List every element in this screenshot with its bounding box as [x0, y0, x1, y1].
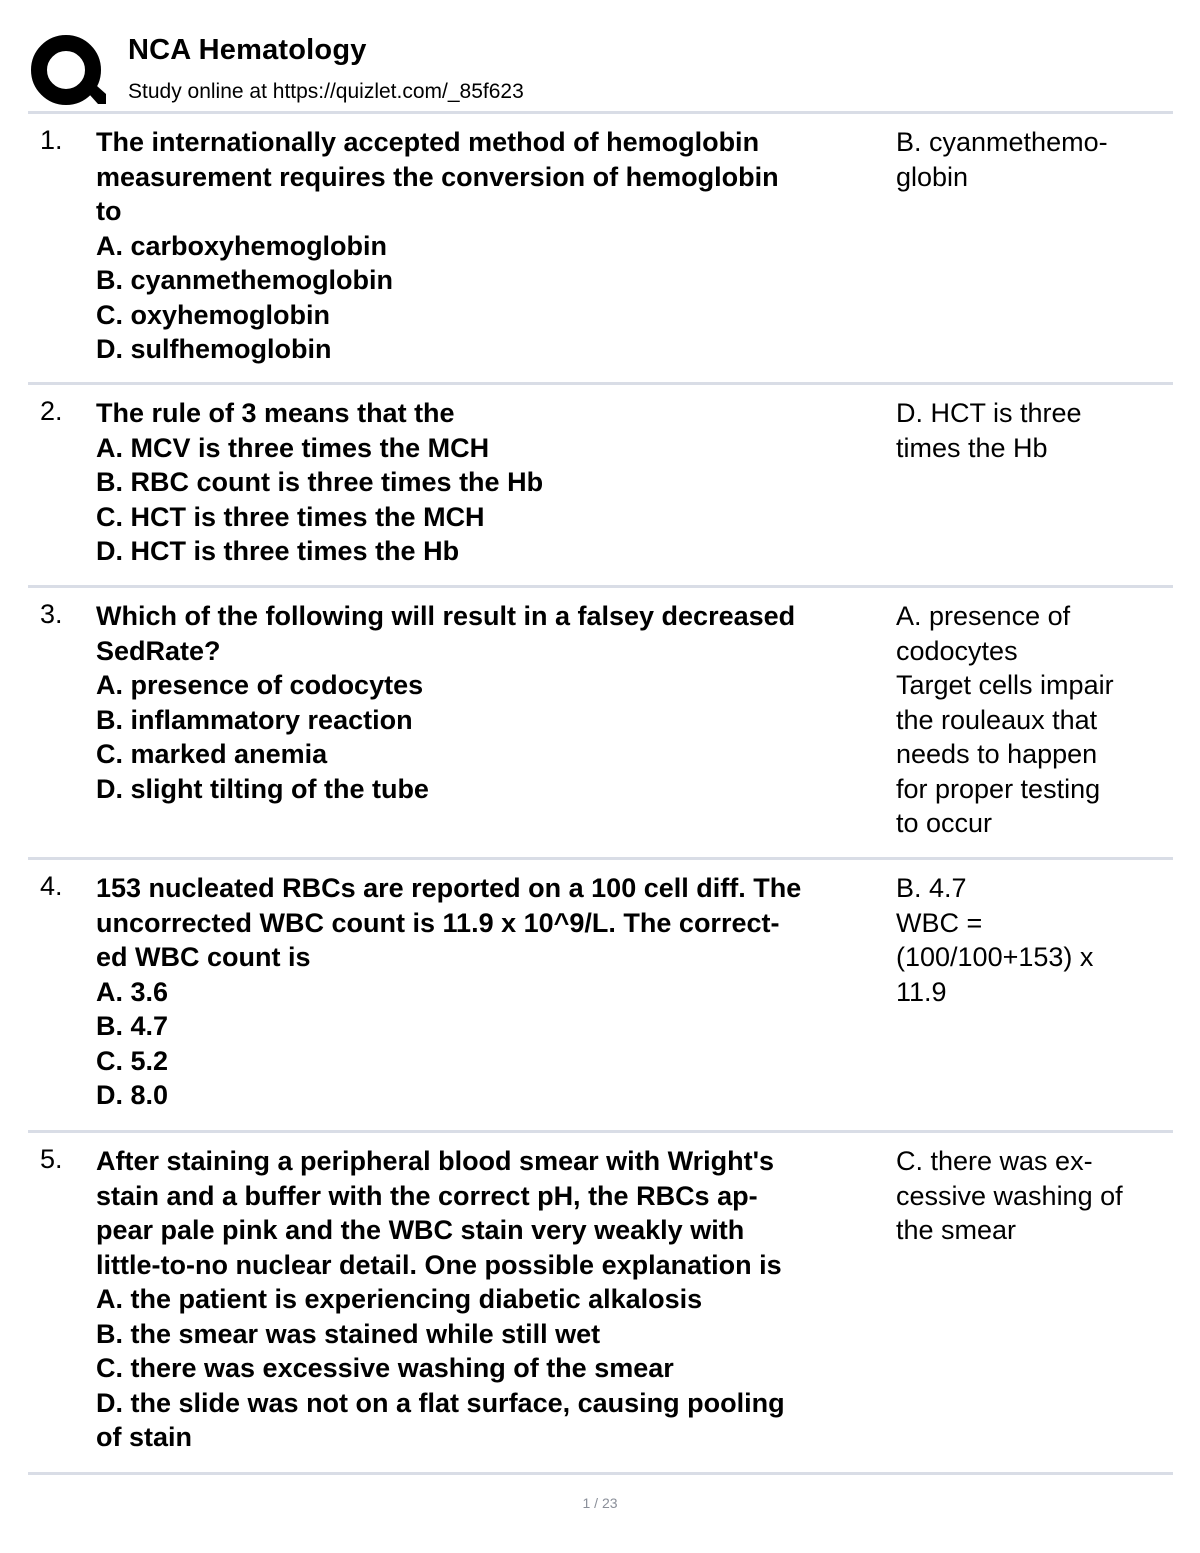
divider — [28, 382, 1173, 385]
question-line: stain and a buffer with the correct pH, the RBCs ap- — [96, 1180, 758, 1211]
question-text — [96, 125, 896, 367]
answer-explanation-line: (100/100+153) x — [896, 942, 1094, 972]
quizlet-q-logo-icon — [30, 32, 106, 108]
option-a: A. presence of codocytes — [96, 670, 424, 700]
question-number: 4. — [40, 871, 63, 901]
option-d: D. the slide was not on a flat surface, causing pooling — [96, 1387, 785, 1418]
answer-explanation-line: Target cells impair — [896, 670, 1114, 700]
answer-text — [896, 599, 1166, 841]
question-line: little-to-no nuclear detail. One possible explanation is — [96, 1249, 782, 1280]
question-line: The rule of 3 means that the — [96, 398, 455, 428]
option-b: B. inflammatory reaction — [96, 704, 413, 735]
option-a: A. the patient is experiencing diabetic alkalosis — [96, 1284, 703, 1314]
answer-explanation-line: to occur — [896, 808, 993, 838]
option-c: C. marked anemia — [96, 739, 328, 769]
divider — [28, 857, 1173, 860]
option-b: B. cyanmethemoglobin — [96, 265, 394, 295]
answer-line: codocytes — [896, 635, 1018, 666]
answer-line: the smear — [896, 1215, 1017, 1245]
question-line: The internationally accepted method of hemoglobin — [96, 127, 760, 157]
divider — [28, 1472, 1173, 1475]
option-c: C. oxyhemoglobin — [96, 299, 331, 330]
answer-explanation-line: for proper testing — [896, 773, 1101, 804]
option-c: C. there was excessive washing of the smear — [96, 1353, 674, 1383]
divider — [28, 111, 1173, 114]
question-line: uncorrected WBC count is 11.9 x 10^9/L. The correct- — [96, 907, 780, 938]
question-line: to — [96, 196, 122, 226]
question-line: 153 nucleated RBCs are reported on a 100 cell diff. The — [96, 873, 802, 903]
option-d: D. sulfhemoglobin — [96, 334, 332, 364]
answer-line: C. there was ex- — [896, 1146, 1093, 1176]
answer-explanation-line: 11.9 — [896, 976, 947, 1007]
question-number: 3. — [40, 599, 63, 629]
answer-explanation-line: the rouleaux that — [896, 704, 1098, 735]
question-line: SedRate? — [96, 635, 221, 666]
page-number: 1 / 23 — [582, 1495, 618, 1511]
answer-line: cessive washing of — [896, 1180, 1123, 1211]
option-b: B. RBC count is three times the Hb — [96, 467, 544, 497]
study-online-link-text: Study online at https://quizlet.com/_85f623 — [128, 80, 524, 103]
answer-text — [896, 871, 1166, 1009]
answer-text — [896, 1144, 1166, 1248]
question-line: pear pale pink and the WBC stain very weakly with — [96, 1215, 745, 1245]
question-text — [96, 396, 896, 569]
question-line: Which of the following will result in a falsey decreased — [96, 601, 796, 631]
answer-text — [896, 396, 1166, 465]
option-a: A. carboxyhemoglobin — [96, 230, 388, 261]
option-a: A. MCV is three times the MCH — [96, 432, 490, 463]
answer-explanation-line: WBC = — [896, 907, 983, 938]
question-text — [96, 599, 896, 806]
option-d: D. 8.0 — [96, 1080, 169, 1110]
option-c: C. HCT is three times the MCH — [96, 501, 485, 532]
answer-line: times the Hb — [896, 432, 1048, 463]
option-d-continued: of stain — [96, 1422, 193, 1452]
answer-text — [896, 125, 1166, 194]
option-b: B. the smear was stained while still wet — [96, 1318, 601, 1349]
divider — [28, 585, 1173, 588]
question-line: ed WBC count is — [96, 942, 311, 972]
answer-explanation-line: needs to happen — [896, 739, 1098, 769]
answer-line: globin — [896, 161, 969, 192]
question-text — [96, 1144, 896, 1455]
document-title: NCA Hematology — [128, 34, 367, 66]
option-c: C. 5.2 — [96, 1045, 169, 1076]
answer-line: D. HCT is three — [896, 398, 1082, 428]
question-line: After staining a peripheral blood smear with Wright's — [96, 1146, 775, 1176]
divider — [28, 1130, 1173, 1133]
answer-line: B. cyanmethemo- — [896, 127, 1108, 157]
answer-line: A. presence of — [896, 601, 1071, 631]
question-line: measurement requires the conversion of hemoglobin — [96, 161, 779, 192]
question-number: 2. — [40, 396, 63, 426]
page-header — [30, 28, 1172, 108]
question-text — [96, 871, 896, 1113]
option-b: B. 4.7 — [96, 1011, 169, 1041]
question-number: 5. — [40, 1144, 63, 1174]
answer-line: B. 4.7 — [896, 873, 967, 903]
option-d: D. slight tilting of the tube — [96, 773, 429, 804]
option-d: D. HCT is three times the Hb — [96, 536, 460, 566]
option-a: A. 3.6 — [96, 976, 169, 1007]
question-number: 1. — [40, 125, 63, 155]
